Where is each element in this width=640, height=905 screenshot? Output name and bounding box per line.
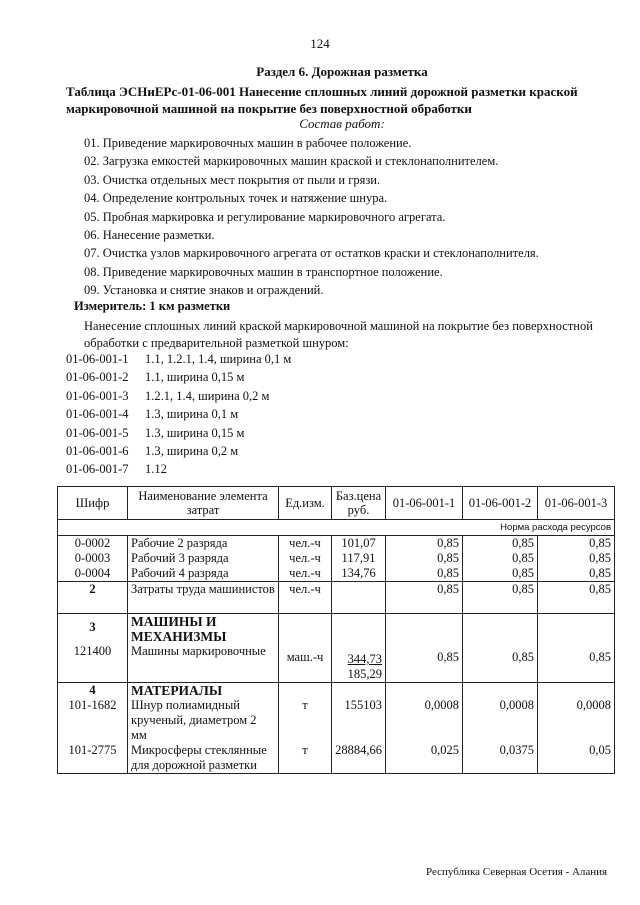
- variant-code: 01-06-001-2: [66, 370, 129, 385]
- variant-item: [66, 460, 291, 478]
- machines-unit: маш.-ч: [279, 614, 332, 683]
- header-code: Шифр: [58, 487, 128, 520]
- header-unit: Ед.изм.: [279, 487, 332, 520]
- work-item: 03. Очистка отдельных мест покрытия от пыли и грязи.: [84, 172, 381, 187]
- variant-item: [66, 442, 291, 460]
- header-col3: 01-06-001-3: [538, 487, 615, 520]
- header-col2: 01-06-001-2: [463, 487, 538, 520]
- header-name: Наименование элемента затрат: [128, 487, 279, 520]
- resources-table: [57, 486, 615, 774]
- variant-item: [66, 424, 291, 442]
- composition-title: Состав работ:: [299, 116, 385, 131]
- machines-col2: 0,85: [463, 614, 538, 683]
- variant-item: [66, 350, 291, 368]
- machines-names: МАШИНЫ И МЕХАНИЗМЫ Машины маркировочные: [128, 614, 279, 683]
- description: Нанесение сплошных линий краской маркировочной машиной на покрытие без поверхностной обработки с предварительной разметкой шнуром:: [84, 319, 593, 350]
- section-title: Раздел 6. Дорожная разметка: [256, 64, 428, 79]
- variant-text: 1.3, ширина 0,15 м: [145, 425, 245, 440]
- variant-text: 1.1, 1.2.1, 1.4, ширина 0,1 м: [145, 352, 292, 366]
- materials-names: МАТЕРИАЛЫ Шнур полиамидный крученый, диаметром 2 мм Микросферы стеклянные для дорожной разметки: [128, 683, 279, 774]
- work-item: 06. Нанесение разметки.: [84, 227, 215, 242]
- works-list: [84, 134, 539, 300]
- work-item: 01. Приведение маркировочных машин в рабочее положение.: [84, 136, 412, 150]
- table-row-machines: [58, 614, 615, 683]
- variant-code: 01-06-001-3: [66, 388, 129, 403]
- machines-col1: 0,85: [386, 614, 463, 683]
- table-header-row: [58, 487, 615, 520]
- materials-col2: 0,0008 0,0375: [463, 683, 538, 774]
- variant-code: 01-06-001-1: [66, 352, 129, 366]
- variant-text: 1.1, ширина 0,15 м: [145, 370, 245, 385]
- machinist-col3: 0,85: [538, 582, 615, 614]
- work-item: 04. Определение контрольных точек и натяжение шнура.: [84, 191, 388, 206]
- table-row-machinist: [58, 582, 615, 614]
- labor-names: Рабочие 2 разряда Рабочий 3 разряда Рабочий 4 разряда: [128, 536, 279, 582]
- variant-code: 01-06-001-5: [66, 425, 129, 440]
- labor-prices: 101,07 117,91 134,76: [332, 536, 386, 582]
- table-title: Таблица ЭСНиЕРс-01-06-001 Нанесение сплошных линий дорожной разметки краской маркировочной машиной на покрытие без поверхностной обработки: [66, 84, 578, 116]
- materials-units: т т: [279, 683, 332, 774]
- variant-item: [66, 387, 291, 405]
- work-item: 09. Установка и снятие знаков и ограждений.: [84, 283, 324, 298]
- machinist-col1: 0,85: [386, 582, 463, 614]
- header-col1: 01-06-001-1: [386, 487, 463, 520]
- materials-col1: 0,0008 0,025: [386, 683, 463, 774]
- labor-codes: 0-0002 0-0003 0-0004: [58, 536, 128, 582]
- machinist-unit: чел.-ч: [279, 582, 332, 614]
- labor-col2: 0,85 0,85 0,85: [463, 536, 538, 582]
- variant-code: 01-06-001-4: [66, 407, 129, 422]
- materials-prices: 155103 28884,66: [332, 683, 386, 774]
- page-number: 124: [310, 36, 330, 51]
- norm-label: Норма расхода ресурсов: [58, 520, 615, 536]
- variant-text: 1.12: [145, 462, 167, 477]
- materials-codes: 4 101-1682 101-2775: [58, 683, 128, 774]
- meter-unit: Измеритель: 1 км разметки: [74, 299, 231, 313]
- machinist-col2: 0,85: [463, 582, 538, 614]
- machines-col3: 0,85: [538, 614, 615, 683]
- machinist-name: Затраты труда машинистов: [128, 582, 279, 614]
- footer-region: Республика Северная Осетия - Алания: [426, 866, 608, 878]
- variant-code: 01-06-001-6: [66, 443, 129, 458]
- norm-row: [58, 520, 615, 536]
- machinist-price: [332, 582, 386, 614]
- variant-item: [66, 368, 291, 386]
- labor-col3: 0,85 0,85 0,85: [538, 536, 615, 582]
- table-row-labor: [58, 536, 615, 582]
- work-item: 02. Загрузка емкостей маркировочных машин краской и стеклонаполнителем.: [84, 154, 499, 169]
- variant-text: 1.3, ширина 0,1 м: [145, 407, 239, 422]
- machines-price: 344,73 185,29: [332, 614, 386, 683]
- variant-item: [66, 405, 291, 423]
- work-item: 07. Очистка узлов маркировочного агрегата от остатков краски и стеклонаполнителя.: [84, 246, 539, 261]
- variant-text: 1.3, ширина 0,2 м: [145, 443, 239, 458]
- work-item: 05. Пробная маркировка и регулирование маркировочного агрегата.: [84, 209, 446, 224]
- variant-code: 01-06-001-7: [66, 462, 129, 477]
- variant-text: 1.2.1, 1.4, ширина 0,2 м: [145, 388, 270, 403]
- work-item: 08. Приведение маркировочных машин в транспортное положение.: [84, 264, 443, 279]
- machinist-code: 2: [58, 582, 128, 614]
- variants-list: [66, 350, 291, 479]
- machines-codes: 3 121400: [58, 614, 128, 683]
- labor-units: чел.-ч чел.-ч чел.-ч: [279, 536, 332, 582]
- table-row-materials: [58, 683, 615, 774]
- header-price: Баз.цена руб.: [332, 487, 386, 520]
- labor-col1: 0,85 0,85 0,85: [386, 536, 463, 582]
- materials-col3: 0,0008 0,05: [538, 683, 615, 774]
